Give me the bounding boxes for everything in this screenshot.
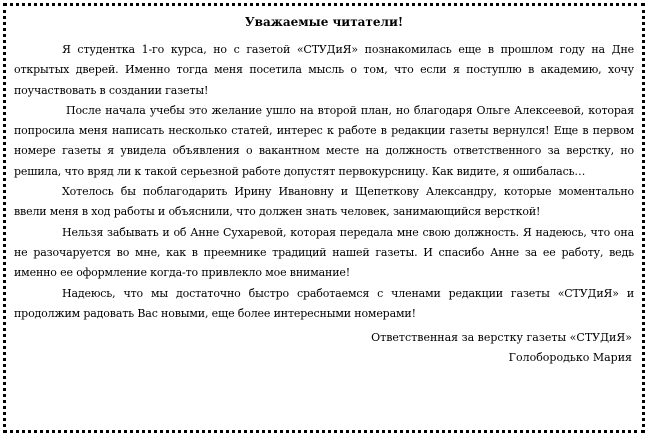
paragraph-3: Хотелось бы поблагодарить Ирину Ивановну и Щепеткову Александру, которые моментально ввели меня в ход работы и объяснили, что должен знать человек, занимающийся версткой! bbox=[14, 185, 634, 219]
paragraph-2: После начала учебы это желание ушло на второй план, но благодаря Ольге Алексеевой, которая попросила меня написать несколько статей, интерес к работе в редакции газеты вернулся! Еще в первом номере газеты я увидела объявления о вакантном месте на должность ответственного за верстку, но решила, что вряд ли к такой серьезной работе допустят первокурсницу. Как видите, я ошибалась… bbox=[14, 103, 634, 178]
dotted-border-frame bbox=[3, 3, 645, 433]
letter-title: Уважаемые читатели! bbox=[244, 15, 404, 29]
paragraph-5: Надеюсь, что мы достаточно быстро сработаемся с членами редакции газеты «СТУДиЯ» и продолжим радовать Вас новыми, еще более интересными номерами! bbox=[14, 286, 634, 320]
paragraph-4: Нельзя забывать и об Анне Сухаревой, которая передала мне свою должность. Я надеюсь, что она не разочаруется во мне, как в преемнике традиций нашей газеты. И спасибо Анне за ее работу, ведь именно ее оформление когда-то привлекло мое внимание! bbox=[14, 225, 634, 280]
letter-content bbox=[14, 14, 634, 369]
signature-name: Голобородько Мария bbox=[508, 351, 632, 365]
signature-position: Ответственная за верстку газеты «СТУДиЯ» bbox=[371, 331, 632, 345]
paragraph-1: Я студентка 1-го курса, но с газетой «СТУДиЯ» познакомилась еще в прошлом году на Дне открытых дверей. Именно тогда меня посетила мысль о том, что если я поступлю в академию, хочу поучаствовать в создании газеты! bbox=[14, 43, 634, 97]
